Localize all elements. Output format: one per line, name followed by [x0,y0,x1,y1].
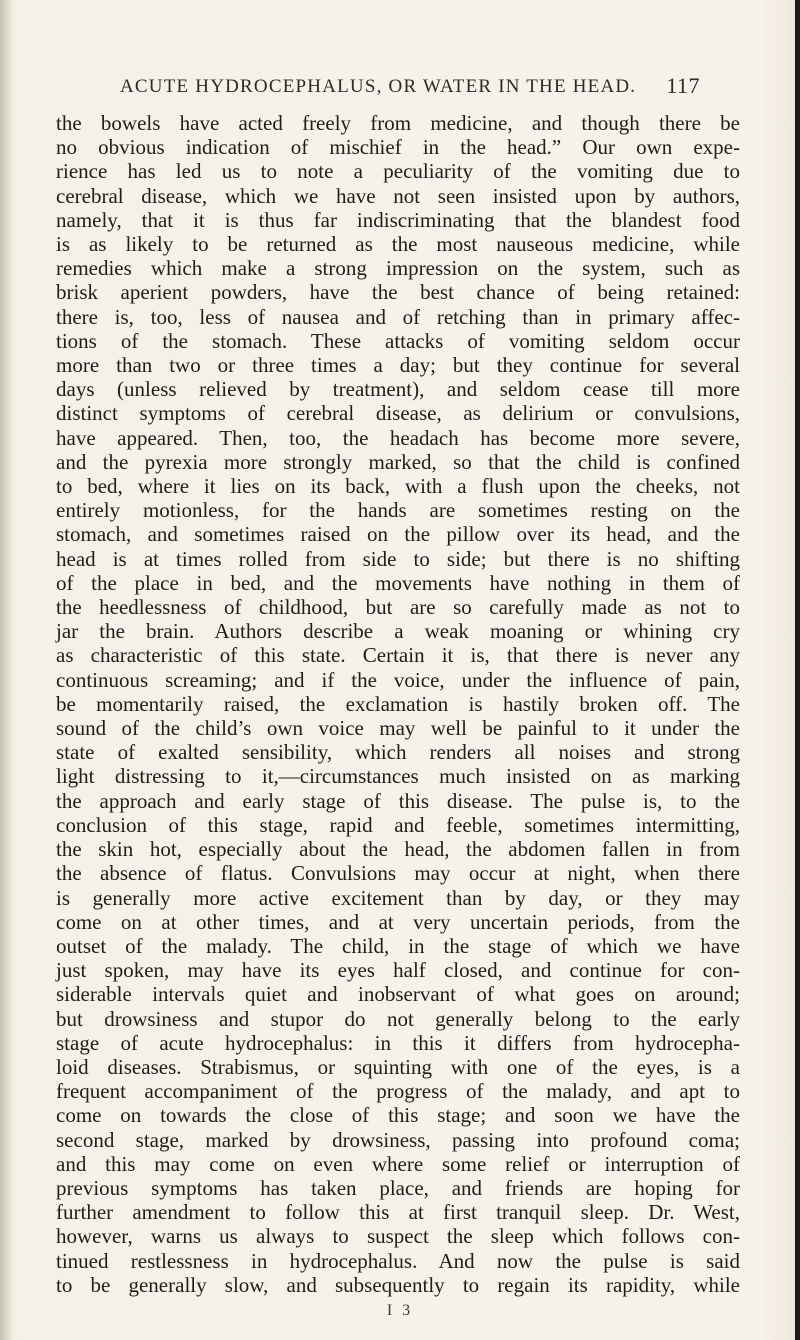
text-line: entirely motionless, for the hands are sometimes resting on the [56,498,740,523]
text-line: is as likely to be returned as the most nauseous medicine, while [56,232,740,257]
text-line: as characteristic of this state. Certain it is, that there is never any [56,643,740,668]
text-line: there is, too, less of nausea and of retching than in primary affec- [56,304,740,329]
text-line: continuous screaming; and if the voice, under the influence of pain, [56,667,740,692]
text-line: outset of the malady. The child, in the stage of which we have [56,933,740,958]
text-line: the bowels have acted freely from medicine, and though there be [56,111,740,135]
text-line: brisk aperient powders, have the best chance of being retained: [56,280,740,305]
text-line: the skin hot, especially about the head, the abdomen fallen in from [56,837,740,862]
text-line: second stage, marked by drowsiness, passing into profound coma; [56,1127,740,1152]
text-line: but drowsiness and stupor do not generally belong to the early [56,1006,740,1031]
text-line: to be generally slow, and subsequently to regain its rapidity, while [56,1272,740,1297]
running-title: ACUTE HYDROCEPHALUS, OR WATER IN THE HEAD. [120,76,637,97]
signature-mark: I 3 [386,1302,414,1319]
text-line: have appeared. Then, too, the headach has become more severe, [56,425,740,450]
text-line: the heedlessness of childhood, but are so carefully made as not to [56,595,740,620]
text-line: no obvious indication of mischief in the head.” Our own expe- [56,135,740,160]
text-line: tinued restlessness in hydrocephalus. And now the pulse is said [56,1248,740,1273]
text-line: of the place in bed, and the movements have nothing in them of [56,570,740,595]
page-gutter-shadow [0,0,12,1340]
text-line: come on towards the close of this stage; and soon we have the [56,1103,740,1128]
text-line: be momentarily raised, the exclamation is hastily broken off. The [56,691,740,716]
text-line: frequent accompaniment of the progress of the malady, and apt to [56,1079,740,1104]
text-line: stage of acute hydrocephalus: in this it differs from hydrocepha- [56,1030,740,1055]
text-line: head is at times rolled from side to side; but there is no shifting [56,546,740,571]
text-line: come on at other times, and at very uncertain periods, from the [56,909,740,934]
text-line: stomach, and sometimes raised on the pillow over its head, and the [56,522,740,547]
text-line: sound of the child’s own voice may well be painful to it under the [56,716,740,741]
text-line: siderable intervals quiet and inobservant of what goes on around; [56,982,740,1007]
text-line: however, warns us always to suspect the sleep which follows con- [56,1224,740,1249]
text-line: to bed, where it lies on its back, with a flush upon the cheeks, not [56,474,740,499]
text-line: more than two or three times a day; but they continue for several [56,353,740,378]
text-line: the approach and early stage of this disease. The pulse is, to the [56,788,740,813]
text-line: jar the brain. Authors describe a weak moaning or whining cry [56,619,740,644]
text-line: is generally more active excitement than by day, or they may [56,885,740,910]
text-line: tions of the stomach. These attacks of vomiting seldom occur [56,328,740,353]
text-line: namely, that it is thus far indiscriminating that the blandest food [56,207,740,232]
running-header [120,73,700,100]
text-line: the absence of flatus. Convulsions may occur at night, when there [56,861,740,886]
text-line: and the pyrexia more strongly marked, so that the child is confined [56,449,740,474]
text-line: distinct symptoms of cerebral disease, as delirium or convulsions, [56,401,740,426]
page-number: 117 [666,73,700,98]
text-line: remedies which make a strong impression on the system, such as [56,256,740,281]
body-text [56,111,740,1297]
text-line: light distressing to it,—circumstances much insisted on as marking [56,764,740,789]
text-line: days (unless relieved by treatment), and seldom cease till more [56,377,740,402]
text-line: and this may come on even where some relief or interruption of [56,1151,740,1176]
text-line: cerebral disease, which we have not seen insisted upon by authors, [56,183,740,208]
text-line: just spoken, may have its eyes half closed, and continue for con- [56,958,740,983]
text-line: conclusion of this stage, rapid and feeble, sometimes intermitting, [56,812,740,837]
text-line: further amendment to follow this at first tranquil sleep. Dr. West, [56,1200,740,1225]
text-line: previous symptoms has taken place, and friends are hoping for [56,1175,740,1200]
text-line: rience has led us to note a peculiarity of the vomiting due to [56,159,740,184]
page-right-edge [795,0,800,1340]
text-line: loid diseases. Strabismus, or squinting with one of the eyes, is a [56,1054,740,1079]
text-line: state of exalted sensibility, which renders all noises and strong [56,740,740,765]
